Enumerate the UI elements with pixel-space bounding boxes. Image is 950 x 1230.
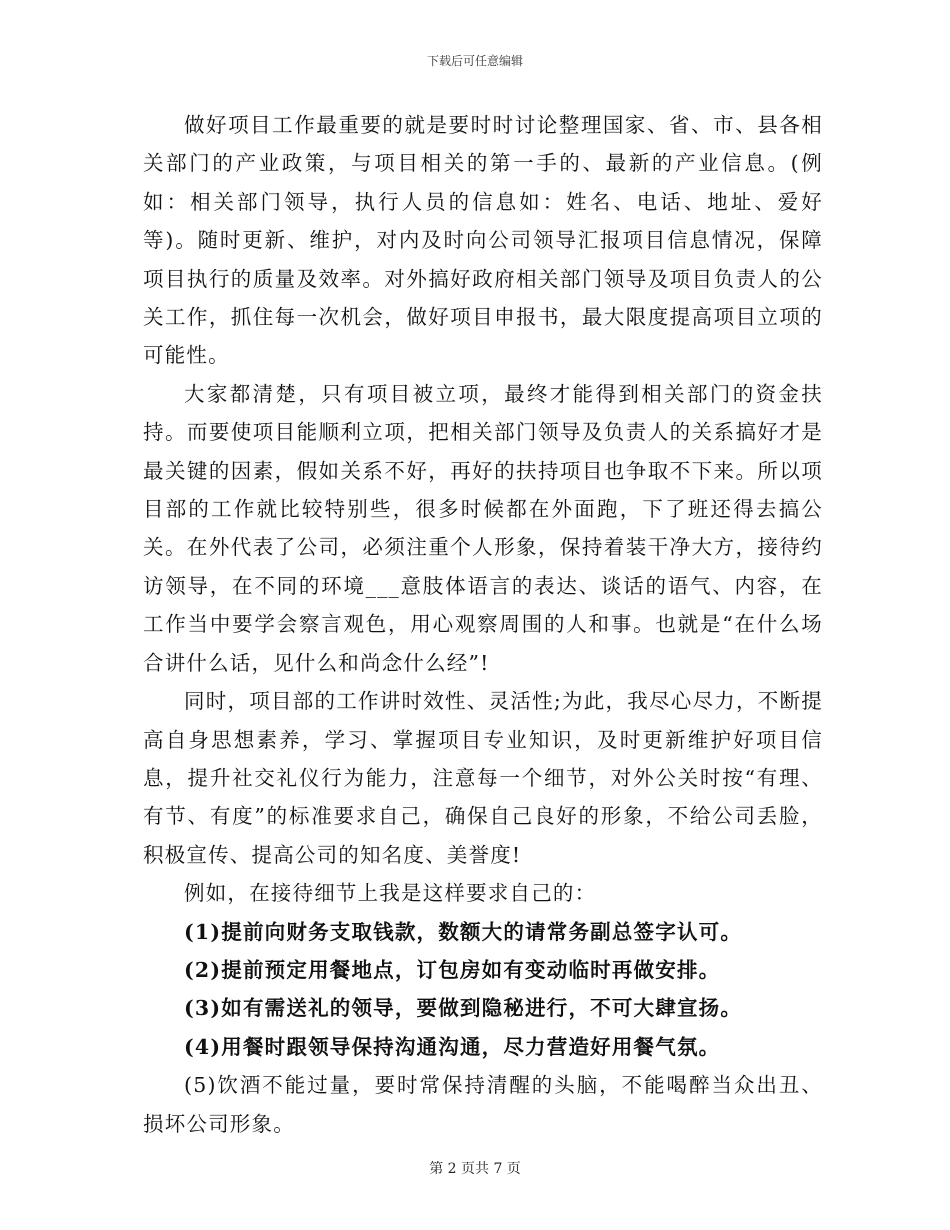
list-item-5: (5)饮酒不能过量，要时常保持清醒的头脑，不能喝醉当众出丑、损坏公司形象。 bbox=[143, 1073, 823, 1136]
paragraph-project-approval: 大家都清楚，只有项目被立项，最终才能得到相关部门的资金扶持。而要使项目能顺利立项，把相关部门领导及负责人的关系搞好才是最关键的因素，假如关系不好，再好的扶持项目也争取不下来。所以项目部的工作就比较特别些，很多时候都在外面跑，下了班还得去搞公关。在外代表了公司，必须注重个人形象，保持着装干净大方，接待约访领导，在不同的环境___意肢体语言的表达、谈话的语气、内容，在工作当中要学会察言观色，用心观察周围的人和事。也就是“在什么场合讲什么话，见什么和尚念什么经”! bbox=[143, 381, 823, 675]
paragraph-reception-intro: 例如，在接待细节上我是这样要求自己的： bbox=[184, 881, 597, 906]
list-item-3: (3)如有需送礼的领导，要做到隐秘进行，不可大肆宣扬。 bbox=[184, 996, 743, 1021]
page-number: 第 2 页共 7 页 bbox=[429, 1161, 521, 1177]
list-item-4: (4)用餐时跟领导保持沟通沟通，尽力营造好用餐气氛。 bbox=[184, 1034, 721, 1059]
list-item-1: (1)提前向财务支取钱款，数额大的请常务副总签字认可。 bbox=[184, 919, 743, 944]
paragraph-project-work: 做好项目工作最重要的就是要时时讨论整理国家、省、市、县各相关部门的产业政策，与项目相关的第一手的、最新的产业信息。(例如：相关部门领导，执行人员的信息如：姓名、电话、地址、爱好等)。随时更新、维护，对内及时向公司领导汇报项目信息情况，保障项目执行的质量及效率。对外搞好政府相关部门领导及项目负责人的公关工作，抓住每一次机会，做好项目申报书，最大限度提高项目立项的可能性。 bbox=[143, 113, 823, 368]
paragraph-timeliness: 同时，项目部的工作讲时效性、灵活性;为此，我尽心尽力，不断提高自身思想素养，学习、掌握项目专业知识，及时更新维护好项目信息，提升社交礼仪行为能力，注意每一个细节，对外公关时按“有理、有节、有度”的标准要求自己，确保自己良好的形象，不给公司丢脸，积极宣传、提高公司的知名度、美誉度! bbox=[143, 689, 823, 867]
list-item-2: (2)提前预定用餐地点，订包房如有变动临时再做安排。 bbox=[184, 957, 721, 982]
document-body bbox=[143, 106, 823, 1143]
page-header-note: 下载后可任意编辑 bbox=[426, 54, 523, 68]
